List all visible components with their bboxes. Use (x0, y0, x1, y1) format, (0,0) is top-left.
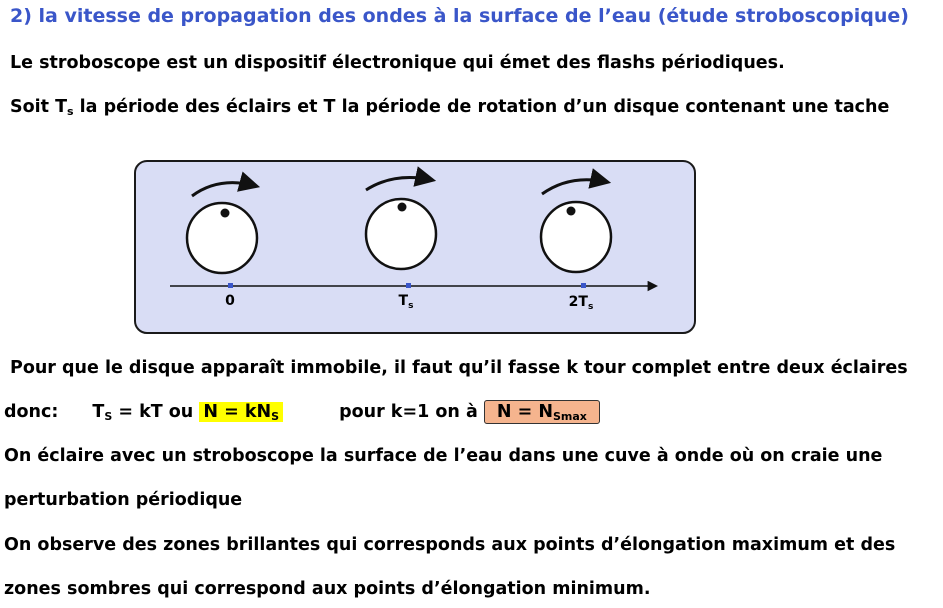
paragraph-dark-zones: zones sombres qui correspond aux points d’élongation minimum. (4, 579, 651, 599)
label-main: 0 (225, 293, 235, 309)
eq-part: T (92, 402, 105, 422)
eq-part: N = N (496, 402, 553, 422)
subscript: s (67, 105, 74, 118)
subscript: Smax (553, 410, 587, 423)
stroboscope-disc-diagram (134, 160, 696, 334)
paragraph-illumination: On éclaire avec un stroboscope la surface de l’eau dans une cuve à onde où on craie une (4, 446, 883, 466)
label-main: 2T (568, 294, 588, 310)
paragraph-equations (4, 400, 600, 424)
paragraph-bright-zones: On observe des zones brillantes qui corresponds aux points d’élongation maximum et des (4, 535, 896, 555)
label-main: T (398, 293, 409, 309)
paragraph-stroboscope-definition: Le stroboscope est un dispositif électronique qui émet des flashs périodiques. (10, 53, 785, 73)
disc-spot (221, 209, 230, 218)
label-sub: s (408, 301, 414, 311)
donc-label: donc: (4, 402, 59, 422)
disc (541, 202, 611, 272)
paragraph-perturbation: perturbation périodique (4, 490, 243, 510)
k1-text: pour k=1 on à (339, 402, 484, 422)
equation-n-kns-highlight (199, 402, 283, 422)
equation-n-nsmax-box (484, 400, 600, 424)
text-part: la période des éclairs et T la période de rotation d’un disque contenant une tache (73, 97, 890, 117)
label-sub: s (587, 302, 594, 312)
axis-label-0 (225, 293, 235, 309)
tick-2ts (581, 283, 586, 288)
subscript: S (104, 410, 113, 423)
paragraph-immobile-condition: Pour que le disque apparaît immobile, il faut qu’il fasse k tour complet entre deux éclaires (10, 358, 908, 378)
eq-part: = kT ou (112, 402, 200, 422)
eq-part: N = kN (203, 402, 272, 422)
paragraph-periods (10, 95, 889, 119)
tick-0 (228, 283, 233, 288)
subscript: S (271, 410, 280, 423)
tick-ts (406, 283, 411, 288)
section-title: 2) la vitesse de propagation des ondes à la surface de l’eau (étude stroboscopique) (10, 5, 909, 27)
disc-spot (398, 203, 407, 212)
equation-ts-kt (92, 402, 199, 422)
disc-spot (567, 207, 576, 216)
text-part: Soit T (10, 97, 68, 117)
